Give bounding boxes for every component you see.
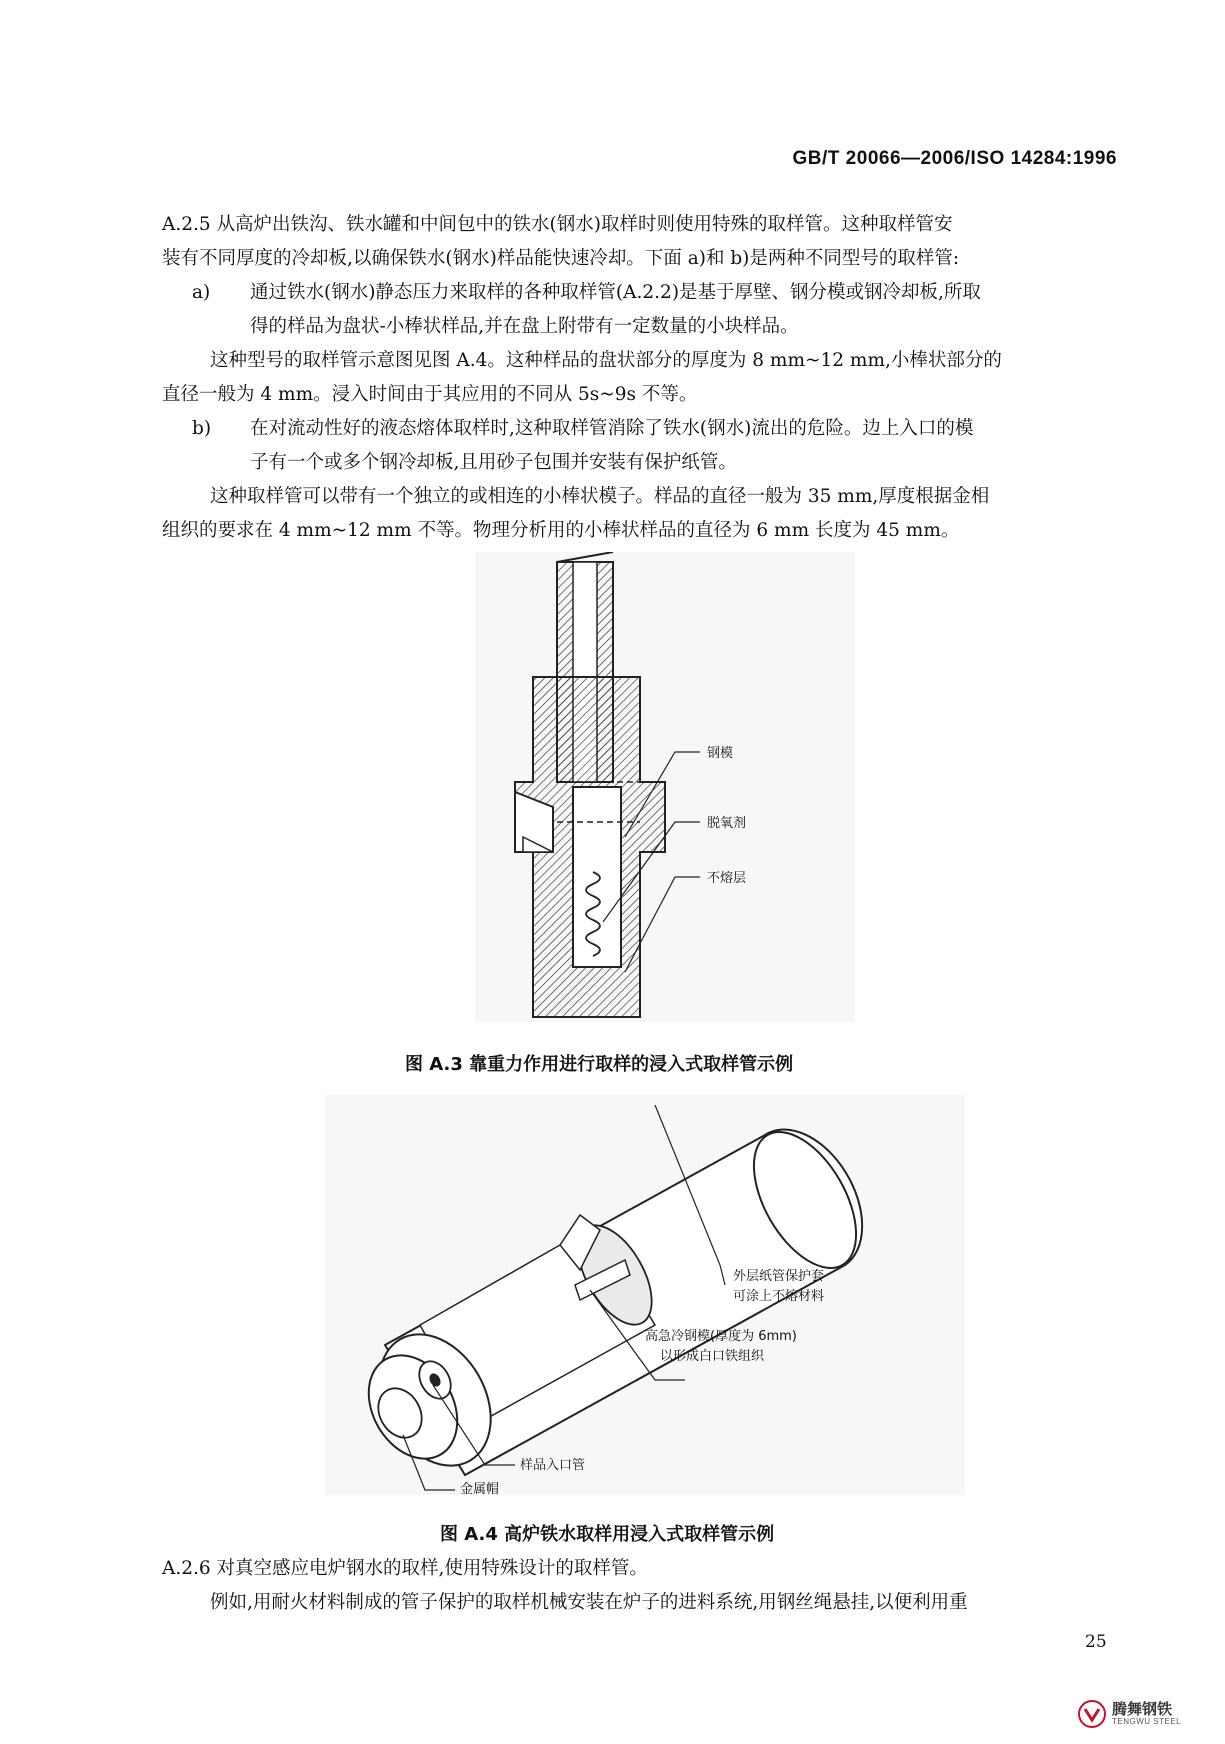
item-b-line1: 在对流动性好的液态熔体取样时,这种取样管消除了铁水(钢水)流出的危险。边上入口的模 bbox=[250, 418, 974, 439]
a25-para1-line1: A.2.5 从高炉出铁沟、铁水罐和中间包中的铁水(钢水)取样时则使用特殊的取样管。这种取样管安 bbox=[162, 214, 953, 235]
figure-a4-drawing bbox=[325, 1095, 965, 1495]
label-deoxidizer: 脱氧剂 bbox=[707, 816, 747, 831]
page-number: 25 bbox=[1085, 1632, 1107, 1652]
item-b-line2: 子有一个或多个钢冷却板,且用砂子包围并安装有保护纸管。 bbox=[250, 452, 737, 473]
item-b bbox=[162, 412, 1122, 446]
item-a-line2: 得的样品为盘状-小棒状样品,并在盘上附带有一定数量的小块样品。 bbox=[250, 316, 799, 337]
item-a-label: a) bbox=[192, 282, 211, 303]
label-chill-mold-2: 以形成白口铁组织 bbox=[660, 1349, 765, 1364]
label-outer-sleeve-1: 外层纸管保护套 bbox=[733, 1269, 825, 1284]
item-b-label: b) bbox=[192, 418, 212, 439]
tengwu-logo-icon bbox=[1078, 1700, 1106, 1728]
standard-id: GB/T 20066—2006/ISO 14284:1996 bbox=[792, 148, 1117, 169]
label-chill-mold-1: 高急冷钢模(厚度为 6mm) bbox=[645, 1329, 797, 1344]
a25-para2-line1: 这种型号的取样管示意图见图 A.4。这种样品的盘状部分的厚度为 8 mm~12 mm,小棒状部分的 bbox=[210, 350, 1002, 371]
item-a-line1: 通过铁水(钢水)静态压力来取样的各种取样管(A.2.2)是基于厚壁、钢分模或钢冷却板,所取 bbox=[250, 282, 981, 303]
figure-a3 bbox=[475, 552, 855, 1022]
a25-para3-line2: 组织的要求在 4 mm~12 mm 不等。物理分析用的小棒状样品的直径为 6 mm 长度为 45 mm。 bbox=[162, 520, 960, 541]
logo-name-cn: 腾舞钢铁 bbox=[1112, 1700, 1173, 1718]
figure-a4-caption: 图 A.4 高炉铁水取样用浸入式取样管示例 bbox=[440, 1524, 775, 1545]
item-a bbox=[162, 276, 1122, 310]
label-metal-cap: 金属帽 bbox=[460, 1482, 500, 1495]
a25-para2-line2: 直径一般为 4 mm。浸入时间由于其应用的不同从 5s~9s 不等。 bbox=[162, 384, 698, 405]
a26-line1: A.2.6 对真空感应电炉钢水的取样,使用特殊设计的取样管。 bbox=[162, 1558, 648, 1579]
logo-name-en: TENGWU STEEL bbox=[1112, 1717, 1182, 1726]
a25-para1-line2: 装有不同厚度的冷却板,以确保铁水(钢水)样品能快速冷却。下面 a)和 b)是两种不同型号的取样管: bbox=[162, 248, 960, 269]
figure-a3-drawing bbox=[475, 552, 855, 1022]
label-refractory-layer: 不熔层 bbox=[707, 871, 747, 886]
a26-line2: 例如,用耐火材料制成的管子保护的取样机械安装在炉子的进料系统,用钢丝绳悬挂,以便利用重 bbox=[210, 1592, 968, 1613]
label-steel-mold: 钢模 bbox=[707, 746, 734, 761]
section-a26 bbox=[162, 1552, 1122, 1620]
figure-a3-caption: 图 A.3 靠重力作用进行取样的浸入式取样管示例 bbox=[405, 1054, 794, 1075]
label-inlet-tube: 样品入口管 bbox=[520, 1458, 586, 1473]
figure-a4 bbox=[325, 1095, 965, 1495]
publisher-logo bbox=[1078, 1700, 1181, 1728]
label-outer-sleeve-2: 可涂上不熔材料 bbox=[733, 1289, 825, 1304]
a25-para3-line1: 这种取样管可以带有一个独立的或相连的小棒状模子。样品的直径一般为 35 mm,厚度根据金相 bbox=[210, 486, 990, 507]
section-a25 bbox=[162, 208, 1122, 548]
